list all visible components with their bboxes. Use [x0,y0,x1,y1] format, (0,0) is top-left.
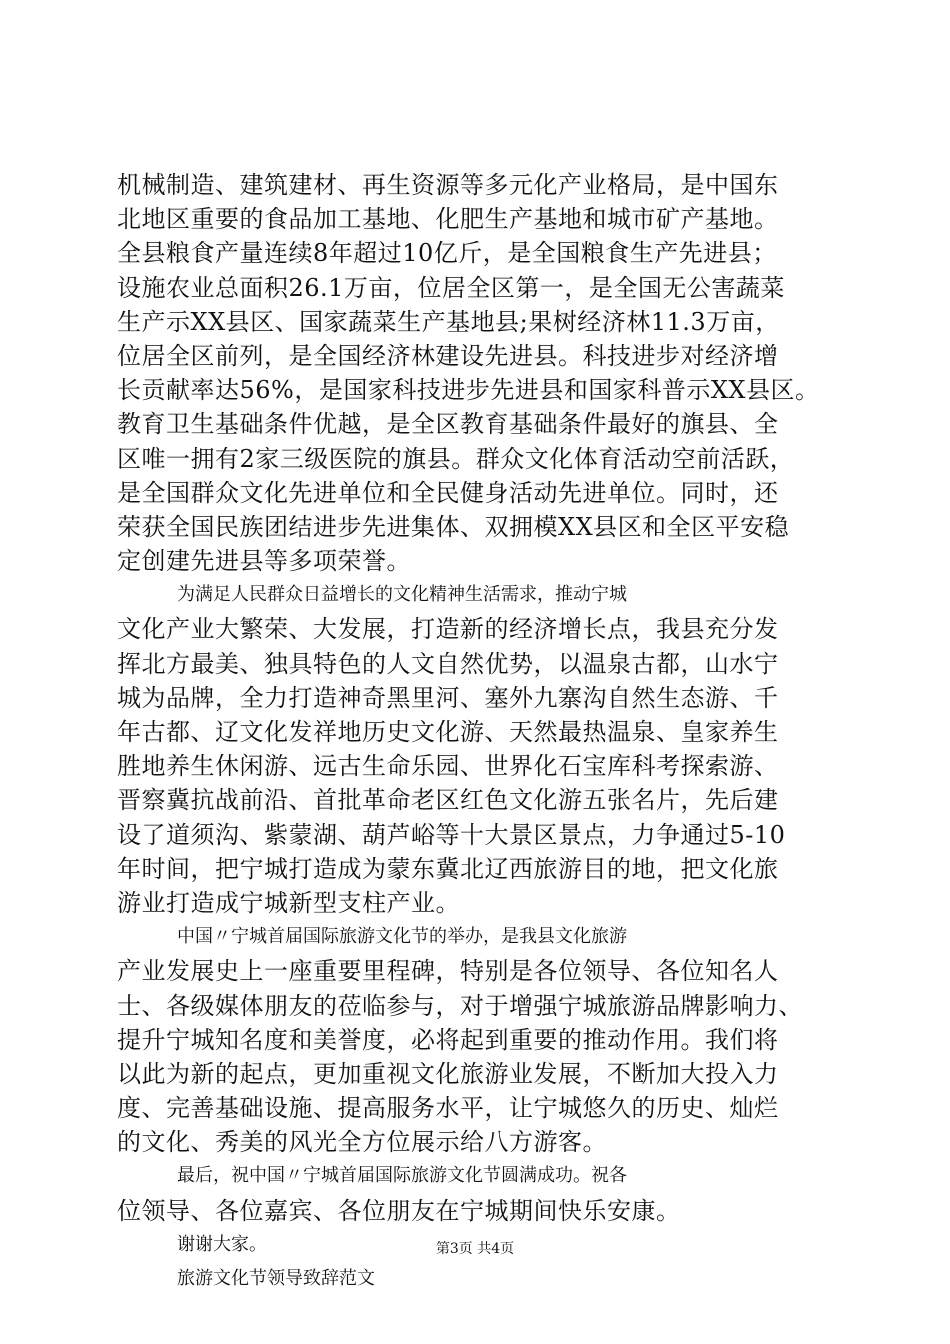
text-line: 游业打造成宁城新型支柱产业。 [117,888,460,917]
text-line: 全县粮食产量连续8年超过10亿斤，是全国粮食生产先进县； [117,239,777,268]
text-line: 年时间，把宁城打造成为蒙东冀北辽西旅游目的地，把文化旅 [117,854,779,883]
text-line: 产业发展史上一座重要里程碑，特别是各位领导、各位知名人 [117,957,779,986]
text-line: 为满足人民群众日益增长的文化精神生活需求，推动宁城 [177,584,627,606]
text-line: 北地区重要的食品加工基地、化肥生产基地和城市矿产基地。 [117,205,779,234]
text-line: 旅游文化节领导致辞范文 [177,1268,375,1289]
text-line: 晋察冀抗战前沿、首批革命老区红色文化游五张名片，先后建 [117,786,779,815]
text-line: 城为品牌，全力打造神奇黑里河、塞外九寨沟自然生态游、千 [117,683,779,712]
text-line: 机械制造、建筑建材、再生资源等多元化产业格局，是中国东 [117,171,779,199]
text-line: 位领导、各位嘉宾、各位朋友在宁城期间快乐安康。 [117,1196,681,1225]
text-line: 设施农业总面积26.1万亩，位居全区第一，是全国无公害蔬菜 [117,273,785,302]
text-line: 区唯一拥有2家三级医院的旗县。群众文化体育活动空前活跃， [117,444,795,473]
text-line: 设了道须沟、紫蒙湖、葫芦峪等十大景区景点，力争通过5-10 [117,820,786,849]
text-line: 胜地养生休闲游、远古生命乐园、世界化石宝库科考探索游、 [117,752,779,781]
page-footer: 第3页 共4页 [435,1241,515,1257]
text-line: 生产示XX县区、国家蔬菜生产基地县;果树经济林11.3万亩， [117,307,780,336]
text-line: 挥北方最美、独具特色的人文自然优势，以温泉古都，山水宁 [117,649,779,678]
text-line: 最后，祝中国〃宁城首届国际旅游文化节圆满成功。祝各 [177,1165,627,1187]
document-body [117,168,847,1296]
text-line: 长贡献率达56%，是国家科技进步先进县和国家科普示XX县区。 [117,376,820,405]
text-line: 中国〃宁城首届国际旅游文化节的举办，是我县文化旅游 [177,926,627,948]
text-line: 位居全区前列，是全国经济林建设先进县。科技进步对经济增 [117,341,779,370]
text-line: 提升宁城知名度和美誉度，必将起到重要的推动作用。我们将 [117,1025,779,1054]
text-line: 谢谢大家。 [177,1233,267,1255]
text-line: 是全国群众文化先进单位和全民健身活动先进单位。同时，还 [117,478,779,507]
text-line: 荣获全国民族团结进步先进集体、双拥模XX县区和全区平安稳 [117,512,790,541]
text-line: 定创建先进县等多项荣誉。 [117,547,411,576]
text-line: 以此为新的起点，更加重视文化旅游业发展，不断加大投入力 [117,1059,779,1088]
text-line: 文化产业大繁荣、大发展，打造新的经济增长点，我县充分发 [117,615,779,644]
text-line: 年古都、辽文化发祥地历史文化游、天然最热温泉、皇家养生 [117,718,779,746]
text-line: 士、各级媒体朋友的莅临参与，对于增强宁城旅游品牌影响力、 [117,991,803,1020]
text-line: 的文化、秀美的风光全方位展示给八方游客。 [117,1128,607,1157]
text-line: 度、完善基础设施、提高服务水平，让宁城悠久的历史、灿烂 [117,1094,779,1123]
text-line: 教育卫生基础条件优越，是全区教育基础条件最好的旗县、全 [117,410,779,439]
